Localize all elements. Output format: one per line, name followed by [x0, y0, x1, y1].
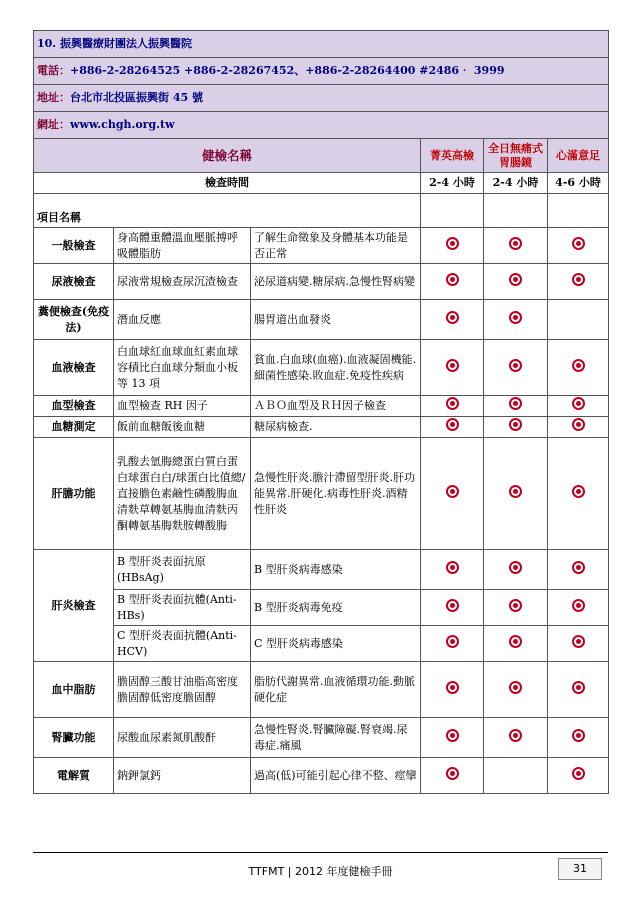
package-1-mark: [421, 626, 484, 662]
included-icon: [572, 561, 585, 574]
table-row: [34, 300, 609, 340]
included-icon: [509, 359, 522, 372]
package-3-mark: [548, 626, 609, 662]
package-2-mark: [484, 228, 548, 264]
included-icon: [572, 359, 585, 372]
package-1-mark: [421, 438, 484, 550]
package-2-mark: [484, 438, 548, 550]
category-cell: 血糖測定: [34, 417, 114, 438]
package-3-mark: [548, 550, 609, 590]
included-icon: [509, 561, 522, 574]
package-2-header: 全日無痛式胃腸鏡: [484, 139, 548, 173]
document-page: [33, 30, 608, 794]
included-icon: [572, 397, 585, 410]
page-number: 31: [558, 858, 602, 880]
included-icon: [446, 767, 459, 780]
package-1-mark: [421, 550, 484, 590]
package-2-mark: [484, 396, 548, 417]
included-icon: [572, 729, 585, 742]
package-3-mark: [548, 718, 609, 758]
category-cell: 一般檢查: [34, 228, 114, 264]
item-cell: 尿液常規檢查尿沉渣檢查: [114, 264, 251, 300]
included-icon: [509, 599, 522, 612]
package-2-mark: [484, 758, 548, 794]
package-2-mark: [484, 590, 548, 626]
included-icon: [509, 237, 522, 250]
included-icon: [446, 397, 459, 410]
name-header: 健檢名稱: [34, 139, 421, 173]
category-cell: 肝膽功能: [34, 438, 114, 550]
item-cell: 尿酸血尿素氮肌酸酐: [114, 718, 251, 758]
hospital-title: 10. 振興醫療財團法人振興醫院: [34, 31, 609, 58]
included-icon: [572, 681, 585, 694]
included-icon: [446, 237, 459, 250]
package-3-mark: [548, 662, 609, 718]
package-2-time: 2-4 小時: [484, 173, 548, 194]
table-row: [34, 228, 609, 264]
website-line: 網址：www.chgh.org.tw: [34, 112, 609, 139]
included-icon: [509, 729, 522, 742]
included-icon: [572, 418, 585, 431]
item-cell: 乳酸去氫脢總蛋白質白蛋白球蛋白白/球蛋白比值總/直接膽色素鹼性磷酸脢血清麩草轉氨基脢血清麩丙酮轉氨基脢麩胺轉酸脢: [114, 438, 251, 550]
item-cell: 白血球紅血球血紅素血球容積比白血球分類血小板等 13 項: [114, 340, 251, 396]
included-icon: [446, 681, 459, 694]
package-2-mark: [484, 300, 548, 340]
item-cell: 血型檢查 RH 因子: [114, 396, 251, 417]
included-icon: [572, 273, 585, 286]
table-row: [34, 417, 609, 438]
package-1-mark: [421, 396, 484, 417]
included-icon: [446, 418, 459, 431]
time-header: 檢查時間: [34, 173, 421, 194]
included-icon: [446, 635, 459, 648]
page-footer: [33, 852, 608, 892]
description-cell: 急慢性肝炎.膽汁滯留型肝炎.肝功能異常.肝硬化.病毒性肝炎.酒精性肝炎: [251, 438, 421, 550]
footer-text: TTFMT | 2012 年度健檢手冊: [248, 865, 393, 878]
package-1-mark: [421, 228, 484, 264]
items-body: [34, 228, 609, 794]
package-2-mark: [484, 340, 548, 396]
included-icon: [572, 635, 585, 648]
package-3-mark: [548, 396, 609, 417]
items-label: 項目名稱: [34, 194, 421, 228]
package-3-mark: [548, 264, 609, 300]
category-cell: 尿液檢查: [34, 264, 114, 300]
table-row: [34, 550, 609, 590]
description-cell: B 型肝炎病毒感染: [251, 550, 421, 590]
included-icon: [509, 681, 522, 694]
category-cell: 肝炎檢查: [34, 550, 114, 662]
address-line: 地址：台北市北投區振興街 45 號: [34, 85, 609, 112]
package-2-mark: [484, 718, 548, 758]
package-3-mark: [548, 300, 609, 340]
item-cell: 身高體重體溫血壓脈搏呼吸體脂肪: [114, 228, 251, 264]
item-cell: B 型肝炎表面抗體(Anti-HBs): [114, 590, 251, 626]
description-cell: 過高(低)可能引起心律不整、痙攣: [251, 758, 421, 794]
package-3-mark: [548, 340, 609, 396]
package-3-header: 心滿意足: [548, 139, 609, 173]
category-cell: 血型檢查: [34, 396, 114, 417]
package-1-mark: [421, 300, 484, 340]
category-cell: 血中脂肪: [34, 662, 114, 718]
included-icon: [509, 273, 522, 286]
description-cell: B 型肝炎病毒免疫: [251, 590, 421, 626]
package-2-mark: [484, 662, 548, 718]
description-cell: 脂肪代謝異常.血液循環功能.動脈硬化症: [251, 662, 421, 718]
included-icon: [572, 599, 585, 612]
description-cell: 腸胃道出血發炎: [251, 300, 421, 340]
item-cell: 鈉鉀氯鈣: [114, 758, 251, 794]
included-icon: [446, 599, 459, 612]
description-cell: 糖尿病檢查.: [251, 417, 421, 438]
included-icon: [572, 767, 585, 780]
package-1-time: 2-4 小時: [421, 173, 484, 194]
package-1-mark: [421, 340, 484, 396]
table-row: [34, 438, 609, 550]
included-icon: [446, 273, 459, 286]
category-cell: 電解質: [34, 758, 114, 794]
included-icon: [446, 729, 459, 742]
included-icon: [509, 418, 522, 431]
package-1-mark: [421, 758, 484, 794]
package-2-mark: [484, 550, 548, 590]
description-cell: 泌尿道病變.糖尿病.急慢性腎病變: [251, 264, 421, 300]
included-icon: [446, 359, 459, 372]
phone-line: 電話：+886-2-28264525 +886-2-28267452、+886-2-28264400 #2486‧ 3999: [34, 58, 609, 85]
package-1-mark: [421, 417, 484, 438]
table-row: [34, 662, 609, 718]
description-cell: C 型肝炎病毒感染: [251, 626, 421, 662]
description-cell: 了解生命徵象及身體基本功能是否正常: [251, 228, 421, 264]
included-icon: [509, 397, 522, 410]
category-cell: 腎臟功能: [34, 718, 114, 758]
package-3-mark: [548, 438, 609, 550]
included-icon: [509, 485, 522, 498]
package-3-mark: [548, 590, 609, 626]
package-3-mark: [548, 758, 609, 794]
package-3-mark: [548, 417, 609, 438]
package-3-mark: [548, 228, 609, 264]
included-icon: [509, 311, 522, 324]
description-cell: ＡＢＯ血型及ＲＨ因子檢查: [251, 396, 421, 417]
item-cell: 飯前血糖飯後血糖: [114, 417, 251, 438]
package-1-mark: [421, 590, 484, 626]
package-1-mark: [421, 662, 484, 718]
category-cell: 血液檢查: [34, 340, 114, 396]
table-row: [34, 718, 609, 758]
table-row: [34, 758, 609, 794]
health-check-table: [33, 30, 609, 794]
package-2-mark: [484, 264, 548, 300]
description-cell: 急慢性腎炎.腎臟障礙.腎衰竭.尿毒症.痛風: [251, 718, 421, 758]
description-cell: 貧血.白血球(血癌).血液凝固機能.細菌性感染.敗血症.免疫性疾病: [251, 340, 421, 396]
package-1-header: 菁英高檢: [421, 139, 484, 173]
item-cell: 膽固醇三酸甘油脂高密度膽固醇低密度膽固醇: [114, 662, 251, 718]
table-row: [34, 264, 609, 300]
included-icon: [446, 561, 459, 574]
table-row: [34, 590, 609, 626]
included-icon: [572, 237, 585, 250]
package-2-mark: [484, 626, 548, 662]
included-icon: [446, 311, 459, 324]
category-cell: 糞便檢查(免疫法): [34, 300, 114, 340]
table-row: [34, 340, 609, 396]
included-icon: [509, 635, 522, 648]
package-1-mark: [421, 718, 484, 758]
table-row: [34, 626, 609, 662]
item-cell: B 型肝炎表面抗原(HBsAg): [114, 550, 251, 590]
included-icon: [446, 485, 459, 498]
package-2-mark: [484, 417, 548, 438]
package-1-mark: [421, 264, 484, 300]
item-cell: C 型肝炎表面抗體(Anti-HCV): [114, 626, 251, 662]
package-3-time: 4-6 小時: [548, 173, 609, 194]
item-cell: 潛血反應: [114, 300, 251, 340]
table-row: [34, 396, 609, 417]
included-icon: [572, 485, 585, 498]
